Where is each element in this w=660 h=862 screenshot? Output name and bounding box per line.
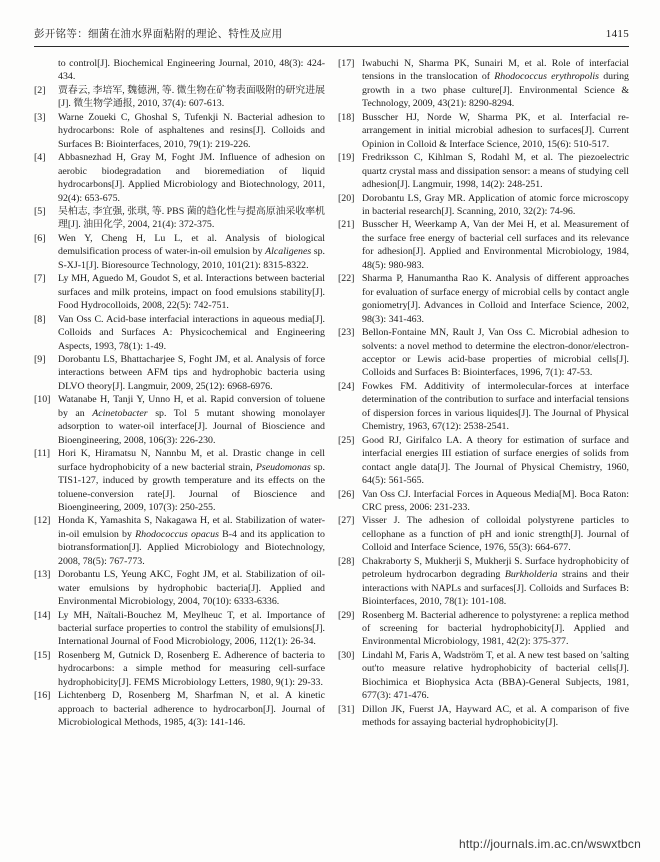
reference-number: [10] — [34, 394, 51, 406]
reference-text: Busscher HJ, Norde W, Sharma PK, et al. Interfacial re-arrangement in initial microbial adhesion to surfaces[J]. Current Opinion in Colloid & Interface Science, 2010, 15(6): 510-517. — [362, 111, 629, 150]
reference-number: [26] — [338, 488, 355, 500]
reference-entry — [34, 313, 325, 353]
reference-number: [6] — [34, 232, 46, 244]
reference-entry — [338, 111, 629, 151]
reference-number: [29] — [338, 609, 355, 621]
reference-text: Honda K, Yamashita S, Nakagawa H, et al. Stabilization of water-in-oil emulsion by Rhodococcus opacus B-4 and its application to biotransformation[J]. Applied Microbiology and Biotechnology, 2008, 78(5): 767-773. — [58, 515, 325, 567]
reference-entry — [34, 57, 325, 84]
reference-columns — [34, 57, 629, 730]
reference-entry — [338, 218, 629, 272]
reference-text: Lichtenberg D, Rosenberg M, Sharfman N, et al. A kinetic approach to bacterial adherence to hydrocarbon[J]. Journal of Microbiological Methods, 1985, 4(3): 141-146. — [58, 690, 325, 729]
reference-number: [22] — [338, 273, 355, 285]
reference-number: [8] — [34, 313, 46, 325]
reference-text: Wen Y, Cheng H, Lu L, et al. Analysis of biological demulsification process of water-in-oil emulsion by Alcaligenes sp. S-XJ-1[J]. Bioresource Technology, 2010, 101(21): 8315-8322. — [58, 232, 325, 271]
reference-entry — [34, 689, 325, 729]
reference-entry — [34, 111, 325, 151]
reference-entry — [338, 326, 629, 380]
reference-entry — [34, 568, 325, 608]
journal-url: http://journals.im.ac.cn/wswxtbcn — [458, 837, 641, 851]
reference-entry — [34, 649, 325, 689]
reference-number: [17] — [338, 58, 355, 69]
reference-entry — [338, 609, 629, 649]
reference-entry — [34, 151, 325, 205]
reference-text: Van Oss CJ. Interfacial Forces in Aqueous Media[M]. Boca Raton: CRC press, 2006: 231-233. — [362, 488, 629, 513]
reference-number: [20] — [338, 192, 355, 204]
reference-number: [12] — [34, 515, 51, 527]
page-number: 1415 — [605, 28, 629, 40]
reference-number: [14] — [34, 609, 51, 621]
reference-number: [31] — [338, 703, 355, 715]
reference-text: Van Oss C. Acid-base interfacial interactions in aqueous media[J]. Colloids and Surfaces A: Physicochemical and Engineering Aspects, 1993, 78(1): 1-49. — [58, 313, 325, 352]
reference-number: [7] — [34, 273, 46, 285]
reference-entry — [338, 649, 629, 703]
reference-number: [11] — [34, 448, 51, 460]
references-left-column — [34, 57, 325, 730]
reference-entry — [338, 57, 629, 111]
reference-number: [9] — [34, 353, 46, 365]
reference-number: [21] — [338, 219, 355, 231]
reference-text: Chakraborty S, Mukherji S, Mukherji S. Surface hydrophobicity of petroleum hydrocarbon degrading Burkholderia strains and their interactions with NAPLs and surfaces[J]. Colloids and Surfaces B: Biointerfaces, 2010, 78(1): 101-108. — [362, 555, 629, 608]
reference-number: [4] — [34, 152, 46, 164]
reference-text: Abbasnezhad H, Gray M, Foght JM. Influence of adhesion on aerobic biodegradation and bioremediation of liquid hydrocarbons[J]. Applied Microbiology and Biotechnology, 2011, 92(4): 653-675. — [58, 152, 325, 204]
reference-entry — [338, 555, 629, 609]
reference-text: Ly MH, Naïtali-Bouchez M, Meylheuc T, et al. Importance of bacterial surface properties to control the stability of emulsions[J]. International Journal of Food Microbiology, 2006, 112(1): 26-34. — [58, 609, 325, 648]
reference-entry — [34, 353, 325, 393]
reference-number: [25] — [338, 434, 355, 446]
reference-text: Dorobantu LS, Bhattacharjee S, Foght JM, et al. Analysis of force interactions between AFM tips and hydrophobic bacteria using DLVO theory[J]. Langmuir, 2009, 25(12): 6968-6976. — [58, 353, 325, 392]
reference-text: Hori K, Hiramatsu N, Nannbu M, et al. Drastic change in cell surface hydrophobicity of a new bacterial strain, Pseudomonas sp. TIS1-127, induced by growth temperature and its effects on the toluene-conversion rate[J]. Journal of Bioscience and Bioengineering, 2009, 107(3): 250-255. — [58, 448, 325, 513]
reference-number: [5] — [34, 205, 46, 217]
reference-entry — [338, 192, 629, 219]
reference-entry — [34, 393, 325, 447]
reference-entry — [338, 434, 629, 488]
reference-entry — [338, 272, 629, 326]
reference-number: [28] — [338, 555, 355, 567]
reference-text: Bellon-Fontaine MN, Rault J, Van Oss C. Microbial adhesion to solvents: a novel method to determine the electron-donor/electron-acceptor or Lewis acid-base properties of microbial cells[J]. Colloids and Surfaces B: Biointerfaces, 1996, 7(1): 47-53. — [362, 327, 629, 379]
reference-number: [3] — [34, 111, 46, 123]
reference-text: Iwabuchi N, Sharma PK, Sunairi M, et al. Role of interfacial tensions in the translocation of Rhodococcus erythropolis during growth in a two phase culture[J]. Environmental Science & Technology, 2009, 43(21): 8290-8294. — [362, 58, 629, 110]
reference-number: [18] — [338, 111, 355, 123]
reference-text: 吴柏志, 李宜强, 张琪, 等. PBS 菌的趋化性与提高原油采收率机理[J]. 油田化学, 2004, 21(4): 372-375. — [58, 205, 325, 231]
running-title: 彭开铭等：细菌在油水界面粘附的理论、特性及应用 — [34, 29, 283, 40]
reference-number: [19] — [338, 152, 355, 164]
reference-entry — [34, 232, 325, 272]
reference-number — [34, 57, 58, 84]
reference-number: [23] — [338, 327, 355, 339]
references-right-column — [338, 57, 629, 730]
reference-entry — [34, 205, 325, 232]
reference-number: [2] — [34, 84, 46, 96]
reference-text: Dillon JK, Fuerst JA, Hayward AC, et al. A comparison of five methods for assaying bacterial hydrophobicity[J]. — [362, 703, 629, 729]
reference-text: 贾春云, 李培军, 魏德洲, 等. 微生物在矿物表面吸附的研究进展[J]. 微生物学通报, 2010, 37(4): 607-613. — [58, 84, 325, 110]
page-header — [34, 26, 629, 41]
reference-text: Rosenberg M, Gutnick D, Rosenberg E. Adherence of bacteria to hydrocarbons: a simple method for measuring cell-surface hydrophobicity[J]. FEMS Microbiology Letters, 1980, 9(1): 29-33. — [58, 649, 325, 688]
reference-text: to control[J]. Biochemical Engineering Journal, 2010, 48(3): 424-434. — [58, 58, 325, 83]
reference-entry — [338, 380, 629, 434]
header-rule — [34, 46, 629, 47]
reference-text: Lindahl M, Faris A, Wadström T, et al. A new test based on 'salting out'to measure relative hydrophobicity of bacterial cells[J]. Biochimica et Biophysica Acta (BBA)-General Subjects, 1981, 677(3): 471-476. — [362, 649, 629, 702]
reference-text: Visser J. The adhesion of colloidal polystyrene particles to cellophane as a function of pH and ionic strength[J]. Journal of Colloid and Interface Science, 1976, 55(3): 664-677. — [362, 515, 629, 554]
reference-text: Sharma P, Hanumantha Rao K. Analysis of different approaches for evaluation of surface energy of microbial cells by contact angle goniometry[J]. Advances in Colloid and Interface Science, 2002, 98(3): 341-463. — [362, 273, 629, 325]
reference-entry — [338, 488, 629, 515]
reference-text: Fowkes FM. Additivity of intermolecular-forces at interface determination of the contribution to surface and interfacial tensions of dispersion forces in various liquides[J]. The Journal of Physical Chemistry, 1963, 67(12): 2538-2541. — [362, 380, 629, 433]
reference-text: Rosenberg M. Bacterial adherence to polystyrene: a replica method of screening for bacterial hydrophobicity[J]. Applied and Environmental Microbiology, 1981, 42(2): 375-377. — [362, 609, 629, 648]
reference-text: Good RJ, Girifalco LA. A theory for estimation of surface and interfacial energies III estiation of surface energies of solids from contact angle data[J]. The Journal of Physical Chemistry, 1960, 64(5): 561-565. — [362, 434, 629, 487]
reference-text: Dorobantu LS, Yeung AKC, Foght JM, et al. Stabilization of oil-water emulsions by hydrophobic bacteria[J]. Applied and Environmental Microbiology, 2004, 70(10): 6333-6336. — [58, 569, 325, 608]
reference-number: [15] — [34, 649, 51, 661]
reference-number: [27] — [338, 515, 355, 527]
reference-number: [24] — [338, 380, 355, 392]
reference-entry — [34, 609, 325, 649]
reference-entry — [34, 84, 325, 111]
reference-text: Busscher H, Weerkamp A, Van der Mei H, et al. Measurement of the surface free energy of bacterial cell surfaces and its relevance for adhesion[J]. Applied and Environmental Microbiology, 1984, 48(5): 980-983. — [362, 219, 629, 271]
reference-text: Warne Zoueki C, Ghoshal S, Tufenkji N. Bacterial adhesion to hydrocarbons: Role of asphaltenes and resins[J]. Colloids and Surfaces B: Biointerfaces, 2010, 79(1): 219-226. — [58, 111, 325, 150]
reference-entry — [338, 514, 629, 554]
reference-entry — [34, 447, 325, 514]
reference-entry — [338, 703, 629, 730]
reference-number: [13] — [34, 569, 51, 581]
reference-number: [16] — [34, 690, 51, 702]
reference-entry — [34, 514, 325, 568]
reference-text: Fredriksson C, Kihlman S, Rodahl M, et al. The piezoelectric quartz crystal mass and dissipation sensor: a means of studying cell adhesion[J]. Langmuir, 1998, 14(2): 248-251. — [362, 152, 629, 191]
reference-text: Ly MH, Aguedo M, Goudot S, et al. Interactions between bacterial surfaces and milk proteins, impact on food emulsions stability[J]. Food Hydrocolloids, 2008, 22(5): 742-751. — [58, 273, 325, 312]
reference-text: Dorobantu LS, Gray MR. Application of atomic force microscopy in bacterial research[J]. Scanning, 2010, 32(2): 74-96. — [362, 192, 629, 217]
reference-entry — [338, 151, 629, 191]
reference-entry — [34, 272, 325, 312]
reference-text: Watanabe H, Tanji Y, Unno H, et al. Rapid conversion of toluene by an Acinetobacter sp. Tol 5 mutant showing monolayer adsorption to water-oil interface[J]. Journal of Bioscience and Bioengineering, 2008, 106(3): 226-230. — [58, 394, 325, 446]
reference-number: [30] — [338, 649, 355, 661]
